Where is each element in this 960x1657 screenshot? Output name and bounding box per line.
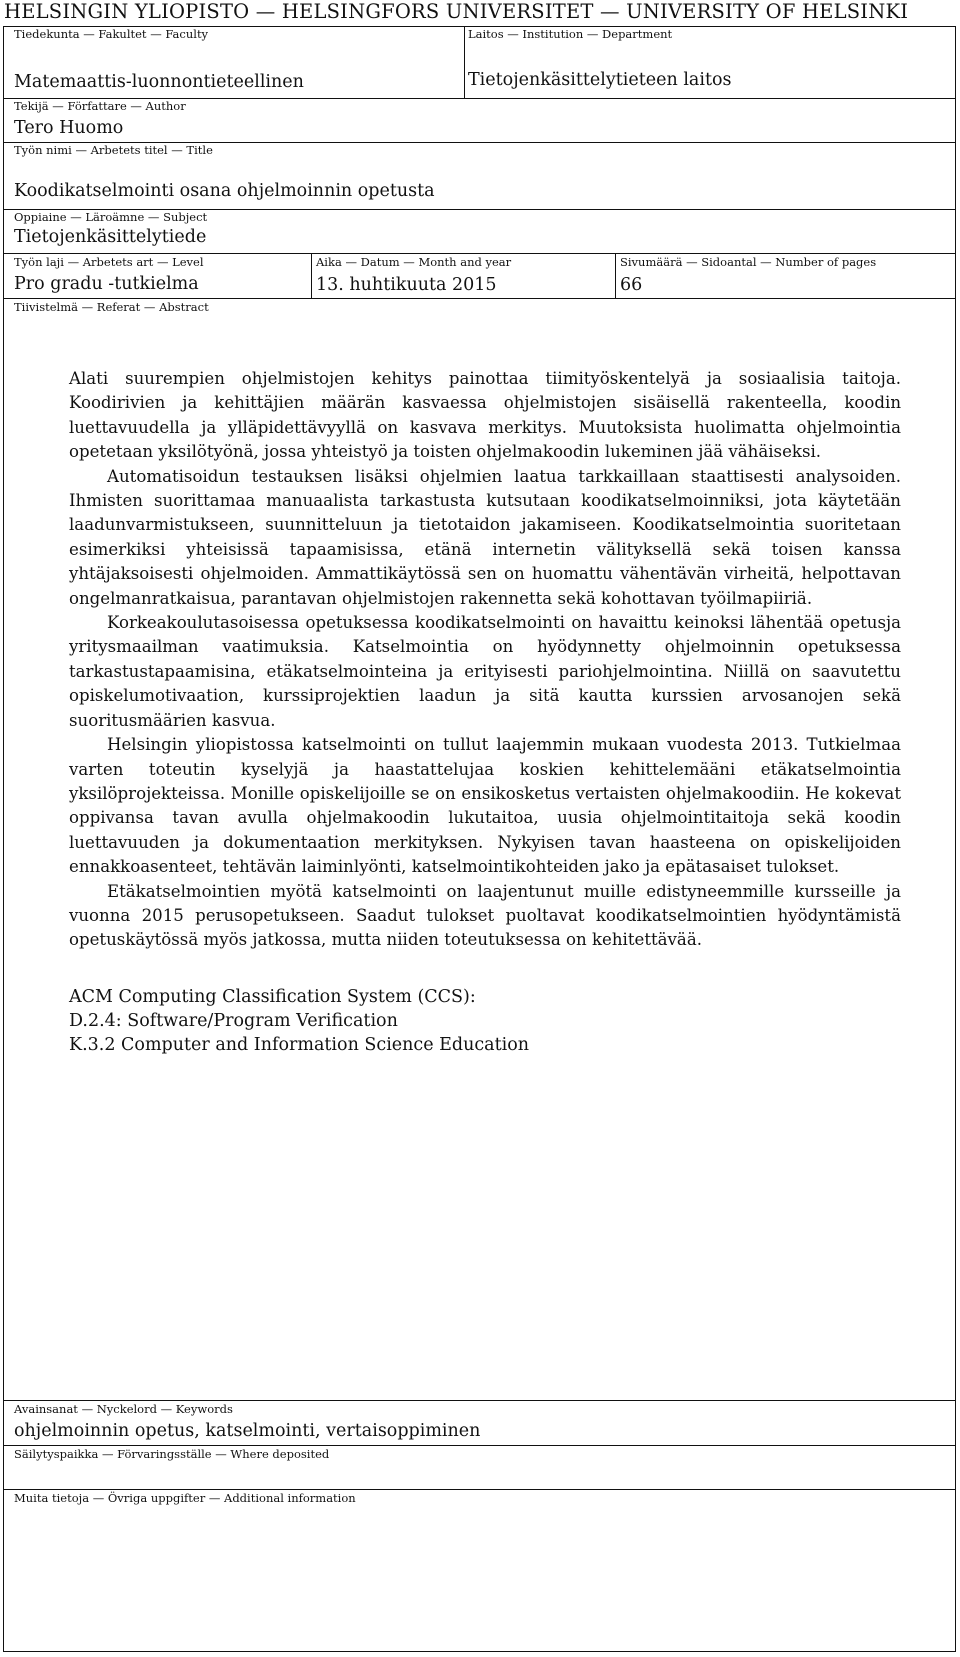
divider [4, 1489, 955, 1490]
abstract-paragraph: Automatisoidun testauksen lisäksi ohjelmien laatua tarkkaillaan staattisesti analysoiden. Ihmisten suorittamaa manuaalista tarkastusta kutsutaan koodikatselmoinniksi, jota käytetään laadunvarmistukseen, suunnitteluun ja tietotaidon jakamiseen. Koodikatselmointia suoritetaan esimerkiksi yhteisissä tapaamisissa, etänä internetin välityksellä sekä toisen kanssa yhtäjaksoisesti ohjelmoiden. Ammattikäytössä sen on huomattu vähentävän virheitä, helpottavan ongelmanratkaisua, parantavan ohjelmistojen rakennetta sekä kohottavan työilmapiiriä. [69, 466, 901, 608]
additional-label: Muita tietoja — Övriga uppgifter — Additional information [14, 1491, 356, 1505]
author-label: Tekijä — Författare — Author [14, 99, 186, 113]
abstract-paragraph: Etäkatselmointien myötä katselmointi on laajentunut muille edistyneemmille kursseille ja vuonna 2015 perusopetukseen. Saadut tulokset puoltavat koodikatselmointien hyödyntämistä opetuskäytössä myös jatkossa, mutta niiden toteutuksessa on kehitettävää. [69, 881, 901, 950]
ccs-item: D.2.4: Software/Program Verification [69, 1011, 398, 1031]
divider [464, 27, 465, 98]
abstract-paragraph: Helsingin yliopistossa katselmointi on tullut laajemmin mukaan vuodesta 2013. Tutkielmaa varten toteutin kyselyjä ja haastattelujaa koskien kehittelemääni etäkatselmointia yksilöprojekteissa. Monille opiskelijoille se on ensikosketus vertaisten ohjelmakoodiin. He kokevat oppivansa tavan avulla ohjelmakoodin lukutaitoa, uusia ohjelmointitaitoja sekä koodin luettavuuden ja dokumentaation merkityksen. Nykyisen tavan haasteena on opiskelijoiden ennakkoasenteet, tehtävän laiminlyönti, katselmointikohteiden jako ja epätasaiset tulokset. [69, 735, 901, 877]
faculty-label: Tiedekunta — Fakultet — Faculty [14, 27, 209, 41]
divider [4, 298, 955, 299]
divider [311, 253, 312, 298]
keywords-value: ohjelmoinnin opetus, katselmointi, vertaisoppiminen [14, 1421, 481, 1441]
abstract-paragraph: Alati suurempien ohjelmistojen kehitys painottaa tiimityöskentelyä ja sosiaalisia taitoja. Koodirivien ja kehittäjien määrän kasvaessa ohjelmistojen sisäisellä rakenteella, koodin luettavuudella ja ylläpidettävyyllä on kasvava merkitys. Muutoksista huolimatta ohjelmointia opetetaan yksilötyönä, jossa yhteistyö ja toisten ohjelmakoodin lukeminen jää vähäiseksi. [69, 369, 901, 462]
title-label: Työn nimi — Arbetets titel — Title [14, 143, 213, 157]
divider [4, 1400, 955, 1401]
divider [4, 253, 955, 254]
divider [615, 253, 616, 298]
abstract-paragraph: Korkeakoulutasoisessa opetuksessa koodikatselmointi on havaittu keinoksi lähentää opetusja yritysmaailman vaatimuksia. Katselmointia on hyödynnetty ohjelmoinnin opetuksessa tarkastustapaamisina, etäkatselmointeina ja erityisesti pariohjelmointina. Niillä on saavutettu opiskelumotivaation, kurssiprojektien laadun ja sitä kautta kurssien arvosanojen sekä suoritusmäärien kasvua. [69, 613, 901, 730]
date-label: Aika — Datum — Month and year [316, 255, 512, 269]
abstract-label: Tiivistelmä — Referat — Abstract [14, 300, 209, 314]
pages-value: 66 [620, 275, 643, 295]
pages-label: Sivumäärä — Sidoantal — Number of pages [620, 255, 877, 269]
deposited-label: Säilytyspaikka — Förvaringsställe — Where deposited [14, 1447, 330, 1461]
level-label: Työn laji — Arbetets art — Level [14, 255, 204, 269]
subject-label: Oppiaine — Läroämne — Subject [14, 210, 208, 224]
level-value: Pro gradu -tutkielma [14, 274, 199, 294]
date-value: 13. huhtikuuta 2015 [316, 275, 497, 295]
subject-value: Tietojenkäsittelytiede [14, 227, 207, 247]
department-label: Laitos — Institution — Department [468, 27, 673, 41]
ccs-title: ACM Computing Classification System (CCS): [69, 987, 476, 1007]
abstract-body [69, 367, 901, 953]
keywords-label: Avainsanat — Nyckelord — Keywords [14, 1402, 233, 1416]
ccs-item: K.3.2 Computer and Information Science Education [69, 1035, 530, 1055]
author-value: Tero Huomo [14, 118, 124, 138]
ccs-classification [69, 985, 901, 1057]
university-header: HELSINGIN YLIOPISTO — HELSINGFORS UNIVERSITET — UNIVERSITY OF HELSINKI [4, 0, 909, 23]
department-value: Tietojenkäsittelytieteen laitos [468, 70, 732, 90]
thesis-title: Koodikatselmointi osana ohjelmoinnin opetusta [14, 181, 435, 201]
faculty-value: Matemaattis-luonnontieteellinen [14, 72, 304, 92]
divider [4, 1445, 955, 1446]
